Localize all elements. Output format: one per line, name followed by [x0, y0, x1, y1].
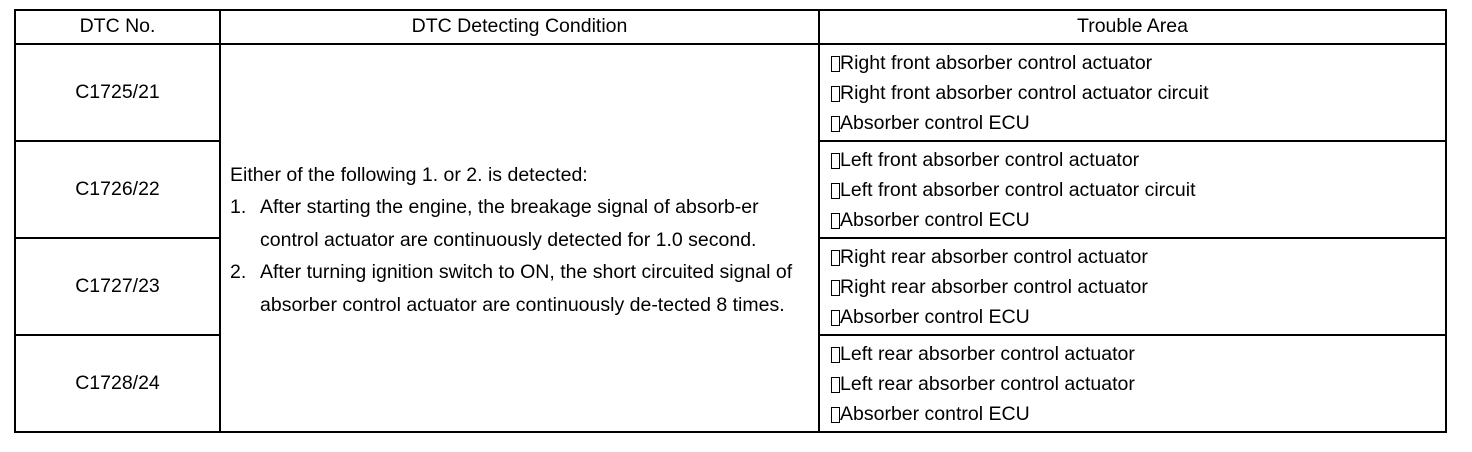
dtc-code: C1726/22	[15, 141, 220, 238]
trouble-area-text: Right rear absorber control actuator	[840, 246, 1148, 269]
trouble-area-text: Right rear absorber control actuator	[840, 276, 1148, 299]
trouble-area-text: Left rear absorber control actuator	[840, 343, 1135, 366]
trouble-area-cell	[819, 335, 1446, 432]
trouble-area-text: Left front absorber control actuator circuit	[840, 179, 1196, 202]
dtc-code: C1725/21	[15, 44, 220, 141]
dtc-code: C1728/24	[15, 335, 220, 432]
bullet-box-icon	[831, 116, 840, 132]
condition-number: 1.	[230, 196, 247, 219]
trouble-area-item	[831, 303, 1445, 333]
trouble-area-text: Absorber control ECU	[840, 111, 1030, 134]
bullet-box-icon	[831, 56, 840, 72]
trouble-area-item	[831, 49, 1445, 79]
trouble-area-text: Absorber control ECU	[840, 208, 1030, 231]
table-body	[15, 44, 1446, 432]
header-trouble-area: Trouble Area	[819, 10, 1446, 44]
bullet-box-icon	[831, 153, 840, 169]
bullet-box-icon	[831, 310, 840, 326]
trouble-area-cell	[819, 44, 1446, 141]
bullet-box-icon	[831, 213, 840, 229]
condition-text: After turning ignition switch to ON, the short circuited signal of absorber control actuator are continuously de-tected 8 times.	[260, 261, 793, 316]
trouble-area-item	[831, 243, 1445, 273]
trouble-area-item	[831, 400, 1445, 430]
header-detecting-condition: DTC Detecting Condition	[220, 10, 819, 44]
trouble-area-cell	[819, 238, 1446, 335]
bullet-box-icon	[831, 280, 840, 296]
detecting-condition-cell	[220, 44, 819, 432]
trouble-area-text: Right front absorber control actuator circuit	[840, 82, 1209, 105]
dtc-table	[14, 9, 1447, 433]
condition-text: After starting the engine, the breakage signal of absorb-er control actuator are continuously detected for 1.0 second.	[260, 196, 759, 251]
trouble-area-text: Absorber control ECU	[840, 402, 1030, 425]
trouble-area-item	[831, 370, 1445, 400]
trouble-area-cell	[819, 141, 1446, 238]
trouble-area-item	[831, 109, 1445, 139]
dtc-code: C1727/23	[15, 238, 220, 335]
condition-list	[230, 191, 810, 321]
bullet-box-icon	[831, 407, 840, 423]
trouble-area-item	[831, 340, 1445, 370]
header-row	[15, 10, 1446, 44]
trouble-area-text: Left rear absorber control actuator	[840, 373, 1135, 396]
trouble-area-text: Right front absorber control actuator	[840, 52, 1153, 75]
trouble-area-text: Left front absorber control actuator	[840, 149, 1140, 172]
trouble-area-item	[831, 206, 1445, 236]
trouble-area-item	[831, 273, 1445, 303]
trouble-area-item	[831, 146, 1445, 176]
header-dtc-no: DTC No.	[15, 10, 220, 44]
bullet-box-icon	[831, 250, 840, 266]
trouble-area-item	[831, 79, 1445, 109]
bullet-box-icon	[831, 183, 840, 199]
trouble-area-text: Absorber control ECU	[840, 305, 1030, 328]
trouble-area-item	[831, 176, 1445, 206]
bullet-box-icon	[831, 86, 840, 102]
bullet-box-icon	[831, 377, 840, 393]
condition-item	[230, 191, 810, 256]
condition-intro: Either of the following 1. or 2. is detected:	[230, 163, 588, 186]
condition-item	[230, 256, 810, 321]
table-header	[15, 10, 1446, 44]
bullet-box-icon	[831, 347, 840, 363]
table-row	[15, 44, 1446, 141]
condition-number: 2.	[230, 261, 247, 284]
